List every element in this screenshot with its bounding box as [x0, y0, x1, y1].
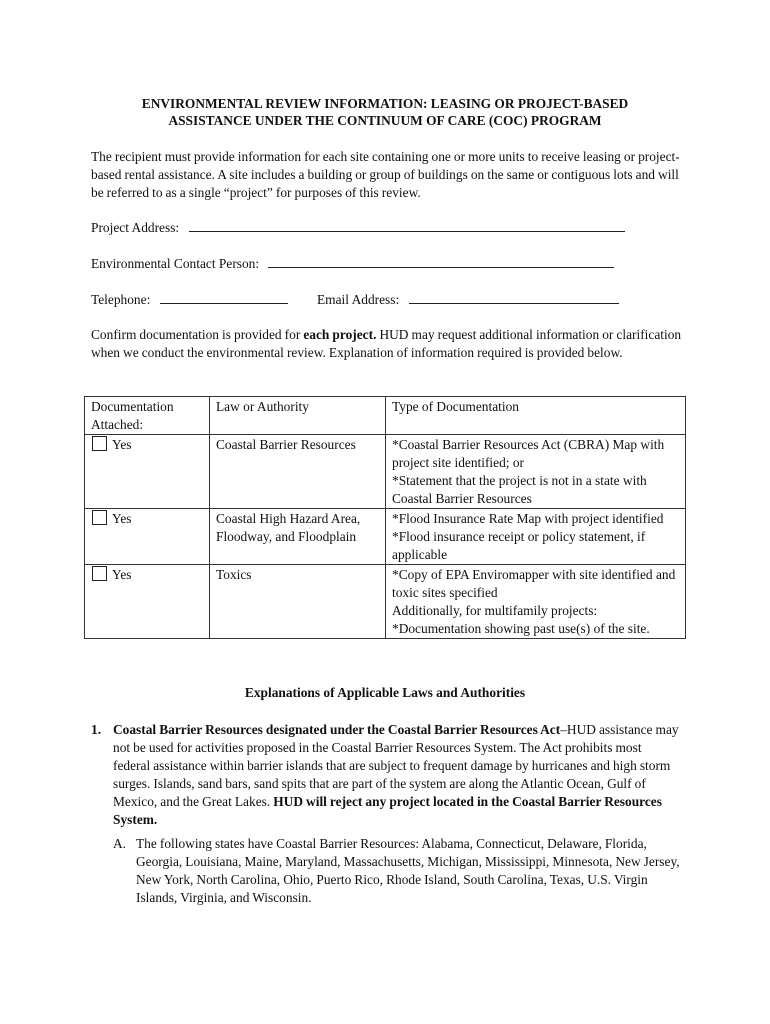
project-address-row [91, 219, 625, 236]
yes-checkbox[interactable] [92, 436, 107, 451]
section-a-letter: A. [113, 836, 127, 851]
section-1-body [113, 721, 681, 829]
row-law: Coastal Barrier Resources [210, 435, 386, 509]
telephone-label: Telephone: [91, 292, 151, 307]
row-check-cell [85, 509, 210, 565]
yes-label: Yes [112, 567, 132, 582]
table-row [85, 435, 686, 509]
section-1-text: –HUD assistance may not be used for activities proposed in the Coastal Barrier Resources System. The Act prohibits most federal assistance within barrier islands that are subject to frequent damage by hurricanes and high storm surges. Islands, sand bars, sand spits that are part of the system are along the Atlantic Ocean, Gulf of Mexico, and the Great Lakes. [113, 722, 679, 809]
row-check-cell [85, 435, 210, 509]
email-row [317, 291, 619, 308]
email-field[interactable] [409, 291, 619, 304]
intro-paragraph: The recipient must provide information for each site containing one or more units to receive leasing or project-based rental assistance. A site includes a building or group of buildings on the same or contiguous lots and will be referred to as a single “project” for purposes of this review. [91, 149, 680, 200]
section-1-number: 1. [91, 722, 102, 737]
row-doc: *Flood Insurance Rate Map with project identified *Flood insurance receipt or policy statement, if applicable [386, 509, 686, 565]
title-line-2: ASSISTANCE UNDER THE CONTINUUM OF CARE (COC) PROGRAM [168, 113, 602, 128]
confirm-text-bold: each project. [303, 327, 377, 342]
project-address-label: Project Address: [91, 220, 180, 235]
section-a-text: The following states have Coastal Barrier Resources: Alabama, Connecticut, Delaware, Florida, Georgia, Louisiana, Maine, Maryland, Massachusetts, Michigan, Mississippi, Minnesota, New Jersey, New York, North Carolina, Ohio, Puerto Rico, Rhode Island, South Carolina, Texas, U.S. Virgin Islands, Virginia, and Wisconsin. [136, 836, 680, 905]
row-check-cell [85, 565, 210, 639]
row-doc: *Coastal Barrier Resources Act (CBRA) Map with project site identified; or *Statement that the project is not in a state with Coastal Barrier Resources [386, 435, 686, 509]
telephone-field[interactable] [160, 291, 288, 304]
row-law: Coastal High Hazard Area, Floodway, and Floodplain [210, 509, 386, 565]
table-row [85, 509, 686, 565]
confirm-text-start: Confirm documentation is provided for [91, 327, 304, 342]
project-address-field[interactable] [189, 219, 625, 232]
page-title [70, 95, 700, 129]
documentation-table [84, 396, 686, 639]
section-1-lead: Coastal Barrier Resources designated under the Coastal Barrier Resources Act [113, 722, 561, 737]
header-type: Type of Documentation [386, 397, 686, 435]
contact-person-field[interactable] [268, 255, 614, 268]
header-documentation: Documentation Attached: [85, 397, 210, 435]
yes-checkbox[interactable] [92, 510, 107, 525]
confirm-text-end: HUD may request additional information or clarification when we conduct the environmental review. Explanation of information required is provided below. [91, 327, 682, 360]
row-doc: *Copy of EPA Enviromapper with site identified and toxic sites specified Additionally, for multifamily projects: *Documentation showing past use(s) of the site. [386, 565, 686, 639]
section-a [113, 835, 683, 907]
email-label: Email Address: [317, 292, 400, 307]
table-header-row [85, 397, 686, 435]
contact-person-row [91, 255, 614, 272]
yes-label: Yes [112, 437, 132, 452]
contact-person-label: Environmental Contact Person: [91, 256, 260, 271]
table-row [85, 565, 686, 639]
confirm-paragraph [91, 326, 691, 362]
section-1 [91, 721, 681, 829]
telephone-row [91, 291, 288, 308]
row-law: Toxics [210, 565, 386, 639]
explanations-heading: Explanations of Applicable Laws and Authorities [244, 685, 526, 700]
header-law: Law or Authority [210, 397, 386, 435]
yes-checkbox[interactable] [92, 566, 107, 581]
title-line-1: ENVIRONMENTAL REVIEW INFORMATION: LEASING OR PROJECT-BASED [141, 96, 629, 111]
yes-label: Yes [112, 511, 132, 526]
section-1-tail: HUD will reject any project located in the Coastal Barrier Resources System. [113, 794, 662, 827]
